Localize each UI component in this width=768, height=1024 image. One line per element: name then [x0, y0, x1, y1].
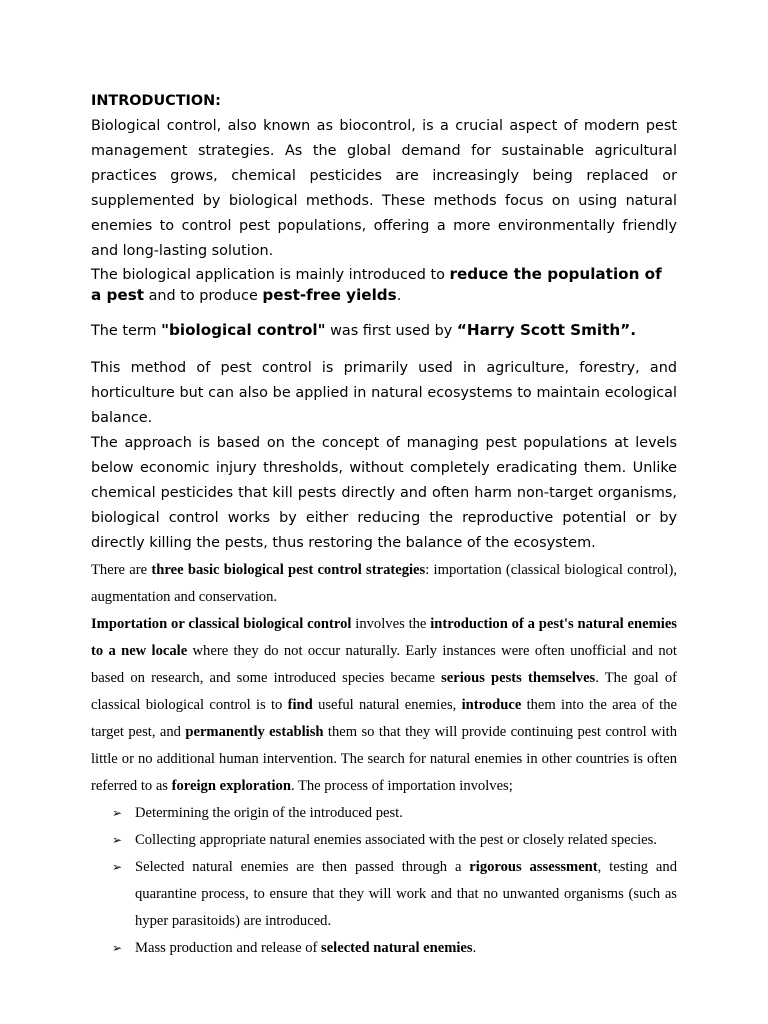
application-emphasis-2: pest-free yields	[262, 286, 397, 304]
term-text-1: The term	[91, 323, 162, 340]
strategies-paragraph	[91, 557, 677, 611]
importation-text-1: involves the	[351, 615, 431, 632]
strategies-text-2: : importation (classical biological control), augmentation and conservation.	[91, 561, 677, 605]
arrow-bullet-icon: ➢	[112, 805, 123, 820]
list-item-emphasis: selected natural enemies	[321, 939, 473, 956]
importation-text-6: them so that they will provide continuing pest control with little or no additional human intervention. The search for natural enemies in other countries is often referred to as	[91, 723, 677, 794]
list-item	[91, 854, 677, 935]
application-emphasis-1: reduce the population of a pest	[91, 265, 662, 304]
importation-emphasis-2: serious pests themselves	[441, 669, 596, 686]
usage-paragraph: This method of pest control is primarily used in agriculture, forestry, and horticulture but can also be applied in natural ecosystems to maintain ecological balance.	[91, 359, 677, 426]
importation-text-7: . The process of importation involves;	[290, 777, 513, 794]
list-item-text: Mass production and release of	[135, 939, 322, 956]
document-page	[91, 93, 677, 962]
arrow-bullet-icon: ➢	[112, 940, 123, 955]
arrow-bullet-icon: ➢	[112, 832, 123, 847]
importation-paragraph	[91, 611, 677, 800]
section-heading: INTRODUCTION:	[91, 93, 221, 109]
term-text-2: was first used by	[325, 323, 457, 340]
importation-text-4: useful natural enemies,	[312, 696, 462, 713]
list-item-text: .	[472, 939, 477, 956]
importation-steps-list	[91, 800, 677, 962]
importation-emphasis-introduce: introduce	[461, 696, 522, 713]
list-item-text: Collecting appropriate natural enemies associated with the pest or closely related species.	[135, 831, 657, 848]
importation-text-5: them into the area of the target pest, and	[91, 696, 677, 740]
application-text-2: and to produce	[144, 288, 263, 304]
importation-emphasis-1: introduction of a pest's natural enemies to a new locale	[91, 615, 677, 659]
arrow-bullet-icon: ➢	[112, 859, 123, 874]
importation-emphasis-exploration: foreign exploration	[171, 777, 291, 794]
importation-term: Importation or classical biological control	[91, 615, 352, 632]
application-text-3: .	[396, 288, 402, 304]
application-paragraph	[91, 264, 677, 306]
list-item-text: , testing and quarantine process, to ensure that they will work and that no unwanted organisms (such as hyper parasitoids) are introduced.	[135, 858, 678, 929]
approach-paragraph: The approach is based on the concept of managing pest populations at levels below economic injury thresholds, without completely eradicating them. Unlike chemical pesticides that kill pests directly and often harm non-target organisms, biological control works by either reducing the reproductive potential or by directly killing the pests, thus restoring the balance of the ecosystem.	[91, 434, 677, 551]
importation-emphasis-establish: permanently establish	[185, 723, 324, 740]
application-text-1: The biological application is mainly introduced to	[91, 267, 450, 283]
list-item	[91, 827, 677, 854]
list-item	[91, 800, 677, 827]
list-item	[91, 935, 677, 962]
importation-text-2: where they do not occur naturally. Early instances were often unofficial and not based on research, and some introduced species became	[91, 642, 677, 686]
list-item-emphasis: rigorous assessment	[469, 858, 598, 875]
list-item-text: Determining the origin of the introduced pest.	[135, 804, 403, 821]
term-author: “Harry Scott Smith”.	[456, 321, 636, 340]
intro-paragraph: Biological control, also known as biocontrol, is a crucial aspect of modern pest management strategies. As the global demand for sustainable agricultural practices grows, chemical pesticides are increasingly being replaced or supplemented by biological methods. These methods focus on using natural enemies to control pest populations, offering a more environmentally friendly and long-lasting solution.	[91, 118, 677, 259]
importation-emphasis-find: find	[287, 696, 313, 713]
term-paragraph	[91, 320, 677, 341]
importation-text-3: . The goal of classical biological control is to	[91, 669, 677, 713]
strategies-emphasis: three basic biological pest control strategies	[151, 561, 426, 578]
list-item-text: Selected natural enemies are then passed through a	[135, 858, 470, 875]
strategies-text-1: There are	[91, 561, 152, 578]
term-emphasis: "biological control"	[161, 321, 326, 340]
